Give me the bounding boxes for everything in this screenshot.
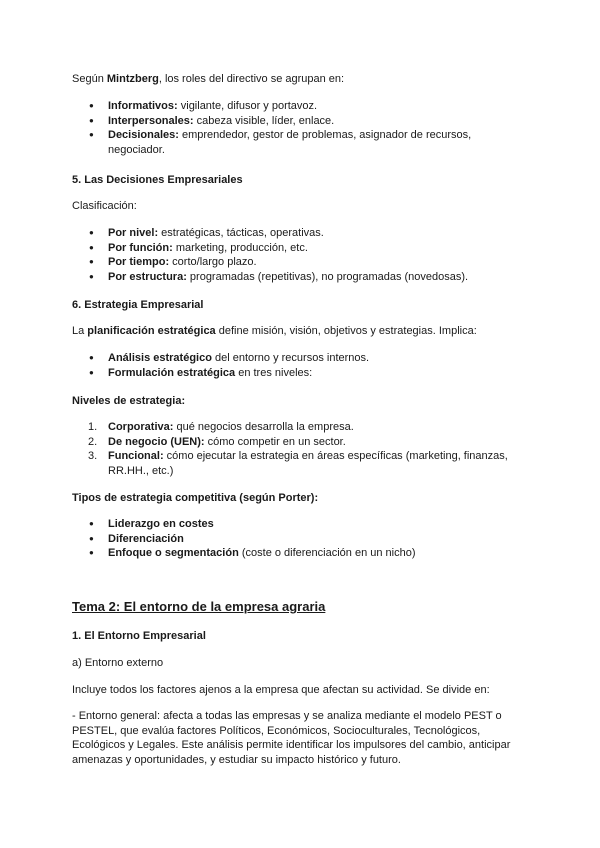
list-item: ● Informativos: vigilante, difusor y portavoz. xyxy=(72,99,512,114)
list-item: ● Decisionales: emprendedor, gestor de problemas, asignador de recursos, negociador. xyxy=(72,128,512,157)
entorno-paragraph: Incluye todos los factores ajenos a la empresa que afectan su actividad. Se divide en: xyxy=(72,684,490,696)
section6-heading: 6. Estrategia Empresarial xyxy=(72,299,204,311)
list-item: ● Enfoque o segmentación (coste o diferenciación en un nicho) xyxy=(72,546,512,561)
levels-list xyxy=(72,420,512,478)
intro-post: , los roles del directivo se agrupan en: xyxy=(158,73,345,85)
intro-pre: Según xyxy=(72,73,107,85)
decisions-list xyxy=(72,226,512,284)
list-item: 2. De negocio (UEN): cómo competir en un sector. xyxy=(88,435,346,448)
list-item: ● Por estructura: programadas (repetitivas), no programadas (novedosas). xyxy=(72,270,512,285)
list-item: 1. Corporativa: qué negocios desarrolla la empresa. xyxy=(88,421,354,433)
pestel-paragraph: - Entorno general: afecta a todas las empresas y se analiza mediante el modelo PEST o PESTEL, que evalúa factores Políticos, Económicos, Socioculturales, Tecnológicos, Ecológicos y Legales. Este análisis permite identificar los impulsores del cambio, anticipar amenazas y oportunidades, y estudiar su impacto histórico y futuro. xyxy=(72,710,511,766)
list-item: ● Por nivel: estratégicas, tácticas, operativas. xyxy=(72,226,512,241)
entorno-externo-label: a) Entorno externo xyxy=(72,657,164,669)
list-item: ● Liderazgo en costes xyxy=(72,517,512,532)
levels-heading: Niveles de estrategia: xyxy=(72,395,186,407)
porter-list xyxy=(72,517,512,561)
list-item: ● Interpersonales: cabeza visible, líder, enlace. xyxy=(72,114,512,129)
intro-author: Mintzberg xyxy=(106,73,159,85)
list-item: ● Diferenciación xyxy=(72,532,512,547)
section5-heading: 5. Las Decisiones Empresariales xyxy=(72,174,243,186)
strategy-intro: La planificación estratégica define misión, visión, objetivos y estrategias. Implica: xyxy=(72,325,477,337)
list-item: 3. Funcional: cómo ejecutar la estrategia en áreas específicas (marketing, finanzas, RR.HH., etc.) xyxy=(88,450,508,477)
tema2-title: Tema 2: El entorno de la empresa agraria xyxy=(72,599,326,614)
list-item: ● Análisis estratégico del entorno y recursos internos. xyxy=(72,351,512,366)
list-item: ● Formulación estratégica en tres niveles: xyxy=(72,366,512,381)
entorno-heading: 1. El Entorno Empresarial xyxy=(72,630,206,642)
list-item: ● Por función: marketing, producción, etc. xyxy=(72,241,512,256)
list-item: ● Por tiempo: corto/largo plazo. xyxy=(72,255,512,270)
mintzberg-intro xyxy=(72,72,532,87)
strategy-list xyxy=(72,351,512,380)
porter-heading: Tipos de estrategia competitiva (según Porter): xyxy=(72,492,319,504)
roles-list xyxy=(72,99,512,157)
classification-label: Clasificación: xyxy=(72,200,137,212)
